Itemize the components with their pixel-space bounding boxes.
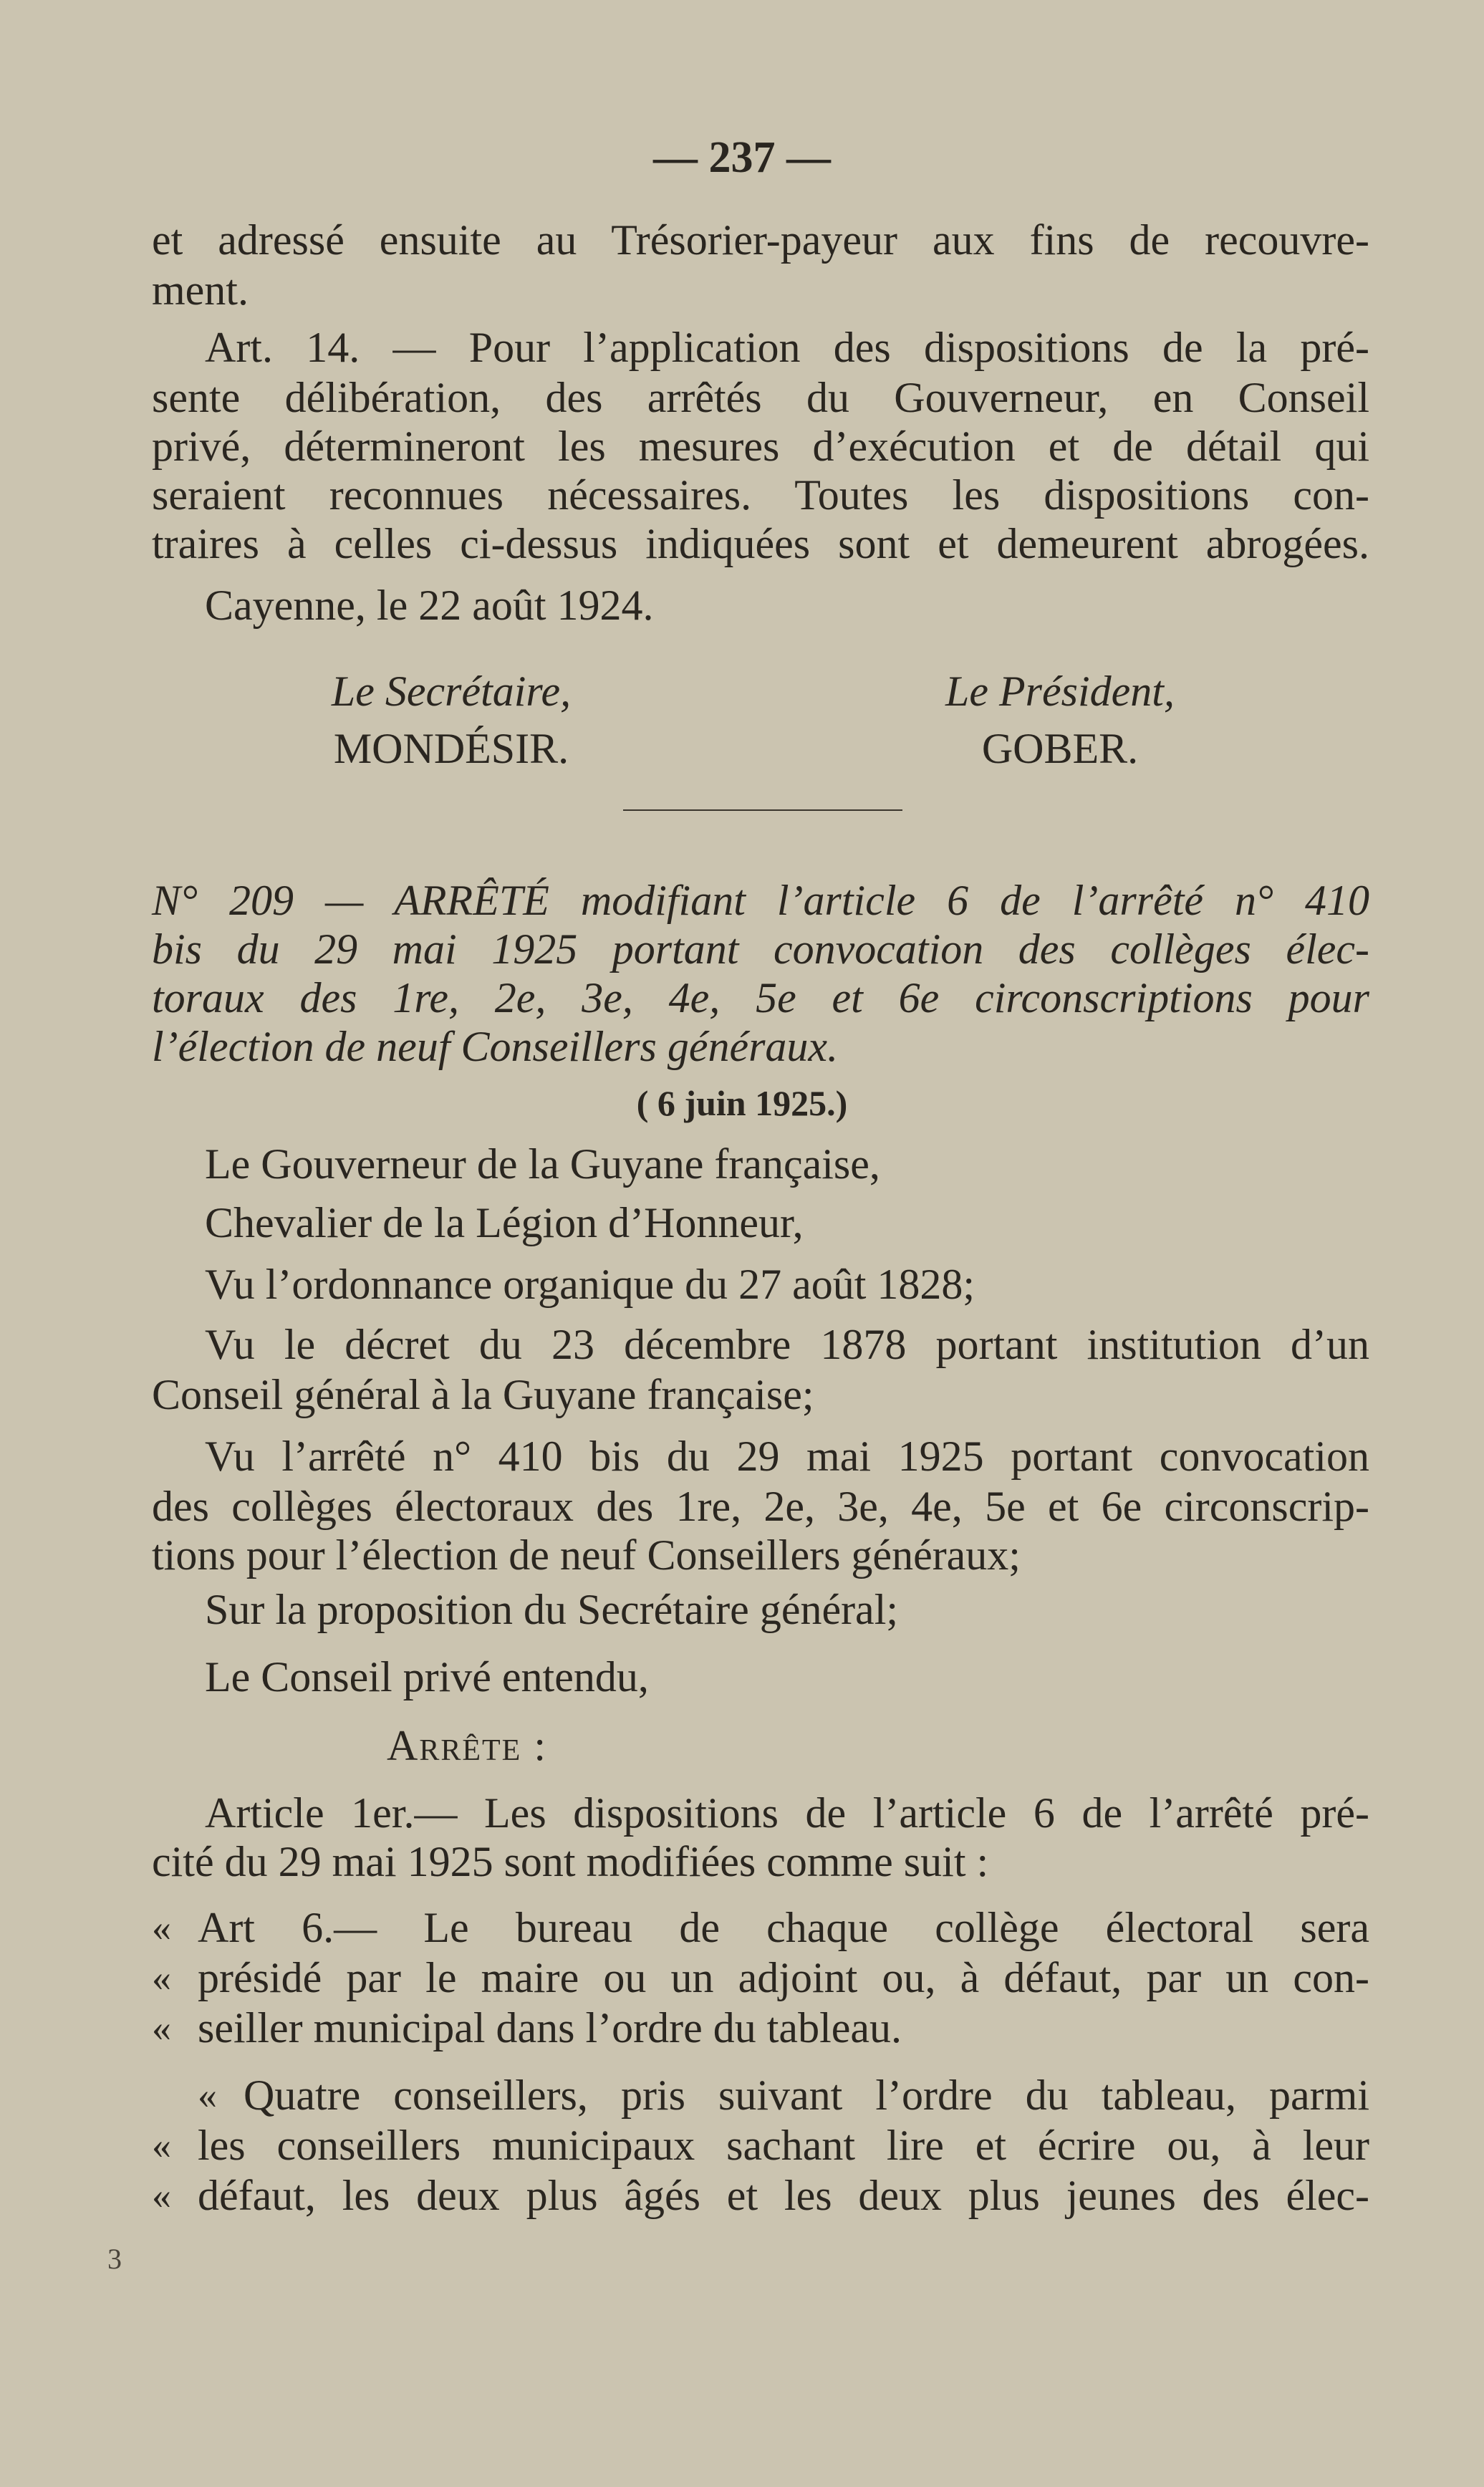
arrete-date: ( 6 juin 1925.) — [636, 1083, 848, 1123]
body-line: Le Conseil privé entendu, — [205, 1653, 649, 1701]
quote-mark: « — [152, 2124, 171, 2167]
body-line: Chevalier de la Légion d’Honneur, — [205, 1199, 804, 1246]
body-line: Vu le décret du 23 décembre 1878 portant institution d’un — [205, 1321, 1369, 1368]
text-line: seraient reconnues nécessaires. Toutes les dispositions con- — [152, 471, 1369, 519]
secretary-title: Le Secrétaire, — [331, 668, 572, 715]
body-line: tions pour l’élection de neuf Conseillers généraux; — [152, 1531, 1021, 1579]
arrete-heading-line: N° 209 — ARRÊTÉ modifiant l’article 6 de l’arrêté n° 410 — [152, 877, 1369, 924]
body-line: Article 1er.— Les dispositions de l’article 6 de l’arrêté pré- — [205, 1789, 1369, 1837]
separator-rule — [623, 809, 902, 811]
quote-mark: « — [152, 2006, 171, 2049]
body-line: Vu l’arrêté n° 410 bis du 29 mai 1925 portant convocation — [205, 1433, 1369, 1480]
arrete-heading-line: l’élection de neuf Conseillers généraux. — [152, 1023, 839, 1070]
arrete-keyword: Arrête : — [387, 1722, 547, 1769]
margin-mark: 3 — [107, 2243, 122, 2275]
quoted-line: les conseillers municipaux sachant lire et écrire ou, à leur — [198, 2122, 1369, 2169]
arrete-heading-line: toraux des 1re, 2e, 3e, 4e, 5e et 6e circonscriptions pour — [152, 974, 1369, 1021]
president-title: Le Président, — [945, 668, 1175, 715]
body-line: Vu l’ordonnance organique du 27 août 1828; — [205, 1261, 975, 1308]
quoted-line: seiller municipal dans l’ordre du tableau. — [198, 2004, 902, 2051]
quote-mark: « — [152, 1956, 171, 1999]
quoted-line: Art 6.— Le bureau de chaque collège électoral sera — [198, 1904, 1369, 1951]
text-line: traires à celles ci-dessus indiquées sont et demeurent abrogées. — [152, 520, 1369, 567]
text-line: privé, détermineront les mesures d’exécution et de détail qui — [152, 423, 1369, 470]
text-line: Art. 14. — Pour l’application des dispositions de la pré- — [205, 324, 1369, 371]
quote-mark: « — [198, 2074, 217, 2117]
body-line: Sur la proposition du Secrétaire général; — [205, 1586, 899, 1633]
text-line: et adressé ensuite au Trésorier-payeur aux fins de recouvre- — [152, 216, 1369, 264]
quoted-line: Quatre conseillers, pris suivant l’ordre du tableau, parmi — [244, 2072, 1369, 2119]
quote-mark: « — [152, 1906, 171, 1949]
text-line: ment. — [152, 266, 249, 314]
body-line: Conseil général à la Guyane française; — [152, 1371, 814, 1418]
body-line: cité du 29 mai 1925 sont modifiées comme suit : — [152, 1838, 989, 1885]
governor-line: Le Gouverneur de la Guyane française, — [205, 1140, 880, 1188]
text-line: sente délibération, des arrêtés du Gouverneur, en Conseil — [152, 374, 1369, 421]
page-number: — 237 — — [653, 133, 831, 182]
arrete-heading-line: bis du 29 mai 1925 portant convocation des collèges élec- — [152, 925, 1369, 973]
body-line: des collèges électoraux des 1re, 2e, 3e, 4e, 5e et 6e circonscrip- — [152, 1483, 1369, 1530]
quoted-line: présidé par le maire ou un adjoint ou, à défaut, par un con- — [198, 1954, 1369, 2001]
president-name: GOBER. — [981, 725, 1139, 772]
place-date-line: Cayenne, le 22 août 1924. — [205, 582, 654, 629]
secretary-name: MONDÉSIR. — [333, 725, 569, 772]
quote-mark: « — [152, 2174, 171, 2217]
quoted-line: défaut, les deux plus âgés et les deux plus jeunes des élec- — [198, 2172, 1369, 2219]
